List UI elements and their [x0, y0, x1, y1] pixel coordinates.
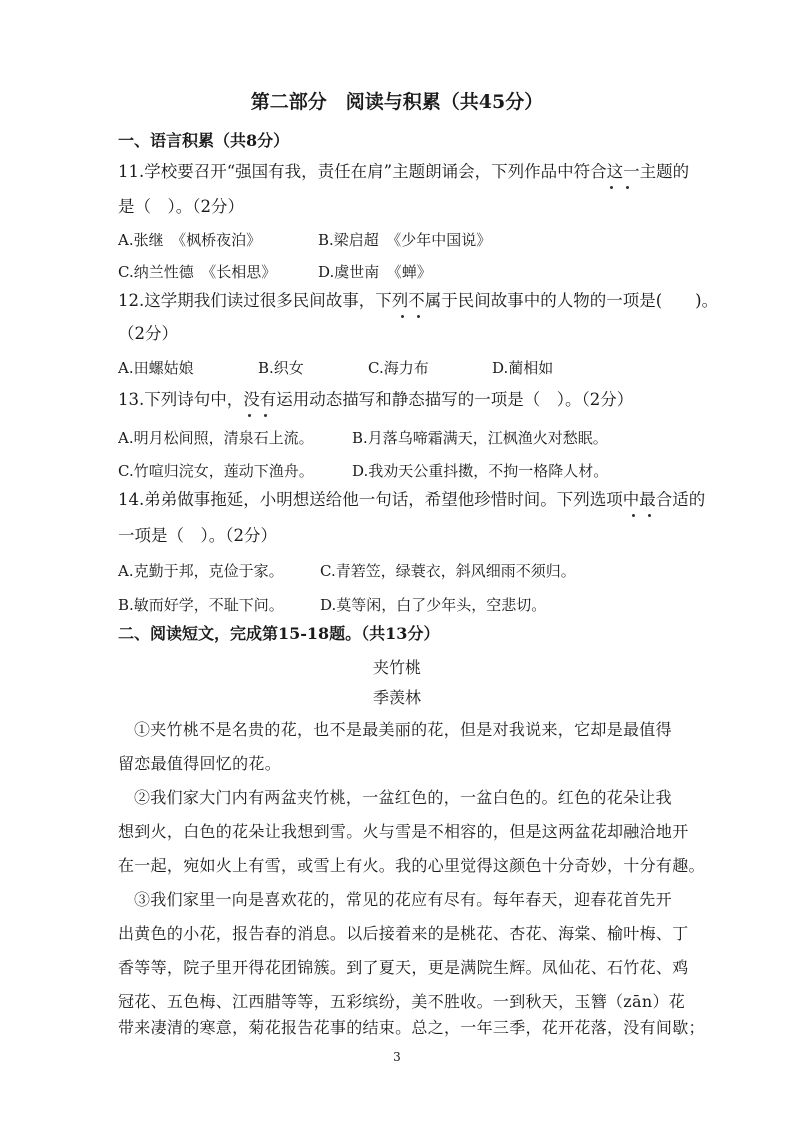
q14-option-d: D.莫等闲，白了少年头，空悲切。 [320, 596, 547, 614]
q12-option-d: D.蔺相如 [492, 359, 554, 377]
paragraph-2-line1: ②我们家大门内有两盆夹竹桃，一盆红色的，一盆白色的。红色的花朵让我 [134, 788, 672, 807]
q13-option-d: D.我劝天公重抖擞，不拘一格降人材。 [352, 462, 609, 480]
q13-stem: 13.下列诗句中，没有运用动态描写和静态描写的一项是（ ）。（2分） [118, 390, 634, 409]
q14-option-a: A.克勤于邦，克俭于家。 [118, 562, 284, 580]
q11-option-c: C.纳兰性德 《长相思》 [118, 263, 277, 281]
section2-title: 二、阅读短文，完成第15-18题。（共13分） [118, 624, 440, 643]
paragraph-3-line5: 带来凄清的寒意，菊花报告花事的结束。总之，一年三季，花开花落，没有间歇； [118, 1018, 705, 1037]
paragraph-3-line3: 香等等，院子里开得花团锦簇。到了夏天，更是满院生辉。凤仙花、石竹花、鸡 [118, 958, 689, 977]
section1-title: 一、语言积累（共8分） [118, 131, 290, 150]
emphasis-dot [626, 186, 629, 189]
paragraph-1-line2: 留恋最值得回忆的花。 [118, 754, 282, 773]
emphasis-dot [632, 514, 635, 517]
emphasis-dot [401, 315, 404, 318]
emphasis-dot [264, 414, 267, 417]
q12-option-c: C.海力布 [368, 359, 429, 377]
page-number: 3 [393, 1050, 401, 1064]
q13-option-b: B.月落乌啼霜满天，江枫渔火对愁眠。 [352, 429, 608, 447]
q11-option-b: B.梁启超 《少年中国说》 [318, 231, 492, 249]
emphasis-dot [648, 514, 651, 517]
q14-stem-line1: 14.弟弟做事拖延，小明想送给他一句话，希望他珍惜时间。下列选项中最合适的 [118, 490, 706, 509]
article-author: 季羡林 [372, 688, 421, 707]
paragraph-3-line2: 出黄色的小花，报告春的消息。以后接着来的是桃花、杏花、海棠、榆叶梅、丁 [118, 924, 689, 943]
part-heading: 第二部分 阅读与积累（共45分） [250, 91, 544, 113]
q12-option-b: B.织女 [258, 359, 304, 377]
q14-option-c: C.青箬笠，绿蓑衣，斜风细雨不须归。 [320, 562, 576, 580]
emphasis-dot [248, 414, 251, 417]
emphasis-dot [417, 315, 420, 318]
q12-option-a: A.田螺姑娘 [118, 359, 194, 377]
q11-option-d: D.虞世南 《蝉》 [318, 263, 432, 281]
article-title: 夹竹桃 [372, 658, 421, 677]
paragraph-1-line1: ①夹竹桃不是名贵的花，也不是最美丽的花，但是对我说来，它却是最值得 [134, 720, 672, 739]
paragraph-2-line3: 在一起，宛如火上有雪，或雪上有火。我的心里觉得这颜色十分奇妙，十分有趣。 [118, 856, 705, 875]
q14-stem-line2: 一项是（ ）。（2分） [118, 526, 277, 545]
q13-option-a: A.明月松间照，清泉石上流。 [118, 429, 314, 447]
q11-stem-line2: 是（ ）。（2分） [118, 197, 244, 216]
paragraph-3-line1: ③我们家里一向是喜欢花的，常见的花应有尽有。每年春天，迎春花首先开 [134, 890, 672, 909]
q12-stem-line2: （2分） [118, 324, 178, 343]
q14-option-b: B.敏而好学，不耻下问。 [118, 596, 284, 614]
paragraph-3-line4: 冠花、五色梅、江西腊等等，五彩缤纷，美不胜收。一到秋天，玉簪（zān）花 [118, 992, 686, 1011]
q11-stem-line1: 11.学校要召开“强国有我，责任在肩”主题朗诵会，下列作品中符合这一主题的 [118, 162, 690, 181]
q11-option-a: A.张继 《枫桥夜泊》 [118, 231, 262, 249]
emphasis-dot [610, 186, 613, 189]
paragraph-2-line2: 想到火，白色的花朵让我想到雪。火与雪是不相容的，但是这两盆花却融洽地开 [118, 822, 689, 841]
q12-stem-line1: 12.这学期我们读过很多民间故事，下列不属于民间故事中的人物的一项是( )。 [118, 291, 719, 310]
q13-option-c: C.竹喧归浣女，莲动下渔舟。 [118, 462, 314, 480]
